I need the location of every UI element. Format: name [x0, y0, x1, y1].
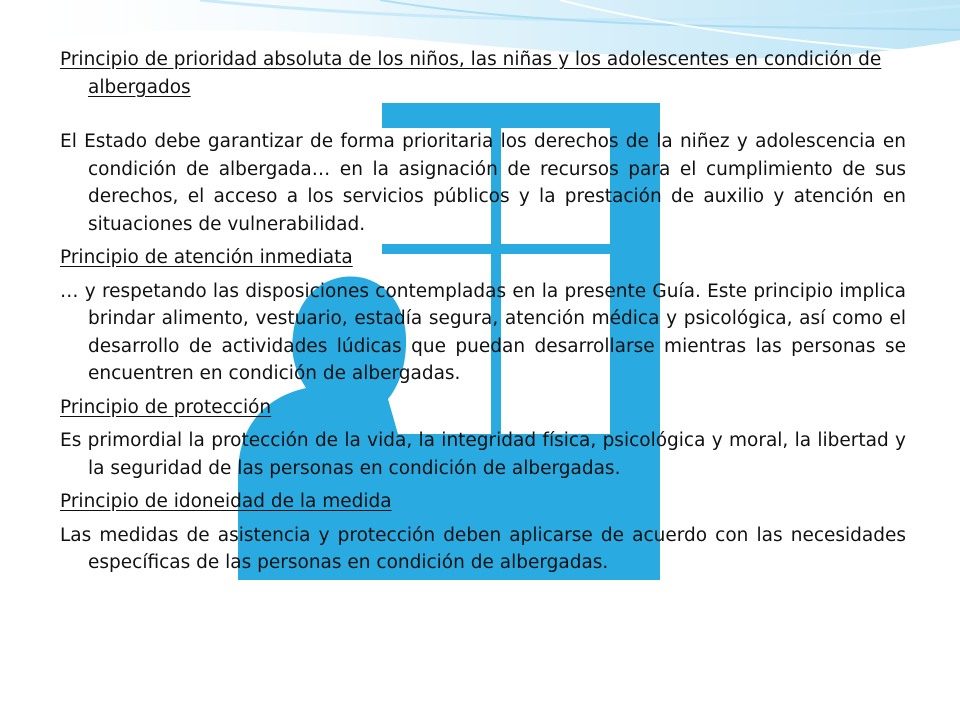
section-heading-idoneidad: Principio de idoneidad de la medida	[60, 491, 392, 512]
section-body-idoneidad: Las medidas de asistencia y protección deben aplicarse de acuerdo con las necesidades específicas de las personas en condición de albergadas.	[60, 524, 906, 573]
slide-text	[60, 46, 906, 577]
section-heading-atencion: Principio de atención inmediata	[60, 247, 353, 268]
section-body-prioridad: El Estado debe garantizar de forma prioritaria los derechos de la niñez y adolescencia en condición de albergada… en la asignación de recursos para el cumplimiento de sus derechos, el acceso a los servicios públicos y la prestación de auxilio y atención en situaciones de vulnerabilidad.	[60, 131, 906, 235]
section-body-proteccion: Es primordial la protección de la vida, la integridad física, psicológica y moral, la libertad y la seguridad de las personas en condición de albergadas.	[60, 430, 906, 479]
section-body-atencion: … y respetando las disposiciones contempladas en la presente Guía. Este principio implica brindar alimento, vestuario, estadía segura, atención médica y psicológica, así como el desarrollo de actividades lúdicas que puedan desarrollarse mientras las personas se encuentren en condición de albergadas.	[60, 280, 906, 384]
section-heading-proteccion: Principio de protección	[60, 396, 272, 418]
section-heading-prioridad: Principio de prioridad absoluta de los niños, las niñas y los adolescentes en condición de albergados	[60, 49, 882, 98]
